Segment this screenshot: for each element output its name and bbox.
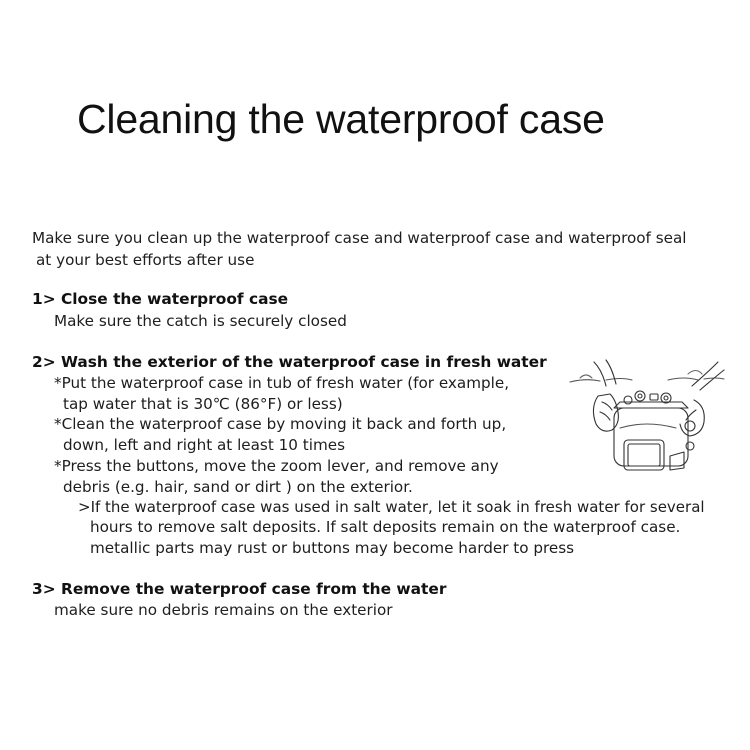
step2-text-9: metallic parts may rust or buttons may become harder to press (90, 539, 575, 557)
step3-heading: 3> Remove the waterproof case from the water (32, 580, 447, 598)
step2-text-6: debris (e.g. hair, sand or dirt ) on the exterior. (63, 478, 413, 496)
step1-heading: 1> Close the waterproof case (32, 290, 289, 308)
page-title: Cleaning the waterproof case (77, 96, 605, 142)
step2-text-5: *Press the buttons, move the zoom lever, and remove any (54, 457, 499, 475)
step3-text: make sure no debris remains on the exterior (54, 601, 393, 619)
step2-text-8: hours to remove salt deposits. If salt deposits remain on the waterproof case. (90, 518, 681, 536)
step2-text-1: *Put the waterproof case in tub of fresh water (for example, (54, 374, 510, 392)
intro-line-1: Make sure you clean up the waterproof case and waterproof case and waterproof seal (32, 229, 687, 247)
step2-text-7: >If the waterproof case was used in salt water, let it soak in fresh water for several (78, 498, 705, 516)
step2-text-2: tap water that is 30℃ (86°F) or less) (63, 395, 343, 413)
step2-heading: 2> Wash the exterior of the waterproof case in fresh water (32, 353, 547, 371)
step2-text-3: *Clean the waterproof case by moving it back and forth up, (54, 415, 507, 433)
step1-text: Make sure the catch is securely closed (54, 312, 347, 330)
step2-text-4: down, left and right at least 10 times (63, 436, 346, 454)
intro-line-2: at your best efforts after use (36, 251, 255, 269)
hands-washing-case-in-water-icon (566, 356, 726, 486)
